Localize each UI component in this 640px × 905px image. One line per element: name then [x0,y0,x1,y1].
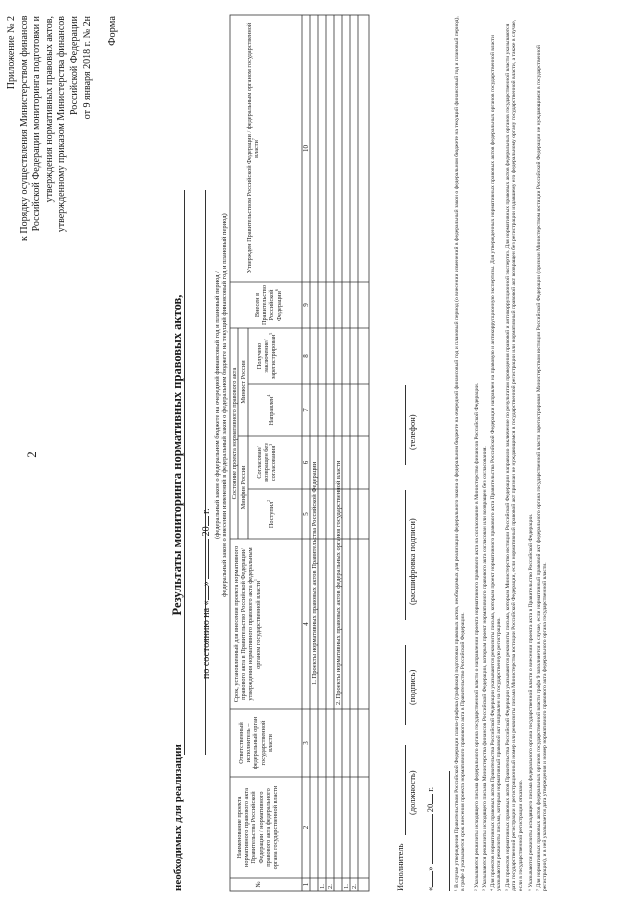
col-number-7: 7 [302,408,310,412]
appendix-line-4: утверждения нормативных правовых актов, [43,16,55,203]
footnote-6: ⁶ Указываются реквизиты исходящего письма федерального органа государственной власти о внесении проекта акта в Правительство Российской Федерации. [528,513,534,891]
as-of-suffix: г. [201,508,212,514]
col-number-6: 6 [302,460,310,465]
form-label: Форма [107,16,118,46]
col-number-2: 2 [302,825,310,830]
footnote-3: ³ Указываются реквизиты исходящего письма Министерства финансов Российской Федерации, которым проект нормативного правового акта согласован или возвращен без согласования. [482,446,488,891]
as-of-year: 20 [201,526,212,537]
header-col-6: Согласован/ возвращен без согласования$^3$ [256,443,278,482]
col-number-1: 1 [302,882,310,887]
header-minjust: Минюст России [240,360,247,404]
header-col-7: Направлен$^4$ [266,394,275,426]
header-state: Состояние проекта нормативного правового акта [231,367,238,500]
appendix-line-7: от 9 января 2018 г. № 2н [82,16,93,120]
col-number-10: 10 [302,145,310,152]
header-col-9: Внесен в Правительство Российской Федерации$^6$ [254,284,283,326]
appendix-line-3: Российской Федерации мониторинга подготовки и [31,16,43,232]
row-label-2-1: 1. [343,884,350,889]
needed-label: необходимых для реализации [172,744,184,891]
col-number-3: 3 [302,741,310,745]
col-number-4: 4 [302,622,310,626]
position-caption: (должность) [407,770,417,815]
header-minfin: Минфин России [240,465,247,510]
phone-caption: (телефон) [407,414,417,450]
header-col-1: № [255,881,262,888]
section-2-title: 2. Проекты нормативных правовых актов федеральных органов государственной власти [335,460,342,705]
header-col-10: Утвержден Правительством Российской Федерации / федеральным органом государственной власти$^7$ [246,22,261,274]
sign-caption: (подпись) [407,669,417,705]
phone-line [405,385,406,465]
appendix-line-5: утвержденному приказом Министерства финансов [56,16,68,233]
page-title: Результаты мониторинга нормативных правовых актов, [170,294,184,616]
section-1-title: 1. Проекты нормативных правовых актов Правительства Российской Федерации [311,461,318,685]
header-col-2: Наименование проекта нормативного правового акта Правительства Российской Федерации / нормативного правового акта федерального органа государственной власти [236,785,280,870]
decode-caption: (расшифровка подписи) [407,518,417,605]
header-col-5: Поступил$^2$ [266,499,275,529]
appendix-line-1: Приложение № 2 [6,16,17,90]
col-number-8: 8 [302,354,310,358]
footnote-1: ¹ В случае утверждения Правительством Российской Федерации плана-графика (графиков) подготовки правовых актов, необходимых для реализации федерального закона о федеральном бюджете на очередной финансовый год и плановый период (о внесении изменений в федеральный закон о федеральном бюджете на текущий финансовый год и плановый период), в графе 4 указывается срок внесения проекта нормативного правового акта в Правительство Российской Федерации. [454,16,467,891]
col-number-5: 5 [302,512,310,516]
row-label-1-2: 2. [327,884,334,889]
row-label-1-1: 1. [319,884,326,889]
caption-line-1: (федеральный закон о федеральном бюджете на очередной финансовый год и плановый период / [214,271,221,539]
footnote-2: ² Указываются реквизиты исходящего письма федерального органа государственной власти о направлении проекта нормативного правового акта на согласование в Министерство финансов Российской Федерации. [474,382,480,891]
footnote-7: ⁷ Для нормативных правовых актов федеральных органов государственной власти графа 9 заполняется в случае, если нормативный правовой акт федерального органа государственной власти зарегистрирован Министерством юстиции Российской Федерации (признан Министерством юстиции Российской Федерации не нуждающимся в государственной регистрации), и в ней указывается дата утверждения и номер нормативного правового акта федерального органа государственной власти. [536,45,549,891]
executor-label: Исполнитель [395,843,405,891]
footnote-separator [449,771,450,891]
as-of-mid: » [201,581,212,587]
footnote-4: ⁴ Для проектов нормативных правовых актов Правительства Российской Федерации указываются реквизиты письма, которым проект нормативного правового акта Правительства Российской Федерации направлен на правовую и антикоррупционную экспертизы. Для утвержденных нормативных правовых актов федеральных органов государственной власти указываются реквизиты письма, которым нормативный правовой акт направлен на государственную регистрацию. [490,35,503,891]
footnote-5: ⁵ Для проектов нормативных правовых актов Правительства Российской Федерации указываются реквизиты письма, которым Министерство юстиции Российской Федерации направило заключение по результатам проведения правовой и антикоррупционной экспертиз. Для нормативных правовых актов федеральных органов государственной власти указываются дата государственной регистрации и регистрационный номер или реквизиты письма Министерства юстиции Российской Федерации, если нормативный правовой акт признан не нуждающимся в государственной регистрации или нормативный правовой акт возвращен без регистрации издавшему его федеральному органу государственной власти, а также в случае, если в государственной регистрации отказано. [505,19,524,891]
header-col-4: Срок, установленный для внесения проекта нормативного правового акта в Правительство Российской Федерации/ утверждения нормативного правового акта федеральным органом государственной власти$^1$ [233,545,262,703]
sign-date: «» 20 г. [425,786,435,891]
decode-line [405,490,406,620]
header-col-8: Получено заключение/ зарегистрирован$^5$ [256,332,278,380]
position-line [405,745,406,835]
appendix-line-2: к Порядку осуществления Министерством финансов [18,15,30,241]
caption-line-2: федеральный закон о внесении изменений в федеральный закон о федеральном бюджете на текущий финансовый год и плановый период) [221,213,228,597]
row-label-2-2: 2. [351,884,358,889]
appendix-line-6: Российской Федерации [69,16,80,116]
sign-line [405,645,406,725]
as-of-prefix: по состоянию на « [201,600,212,679]
header-col-3: Ответственный исполнитель – федеральный орган государственной власти [238,716,274,770]
page-number: 2 [23,451,39,458]
col-number-9: 9 [302,303,310,307]
